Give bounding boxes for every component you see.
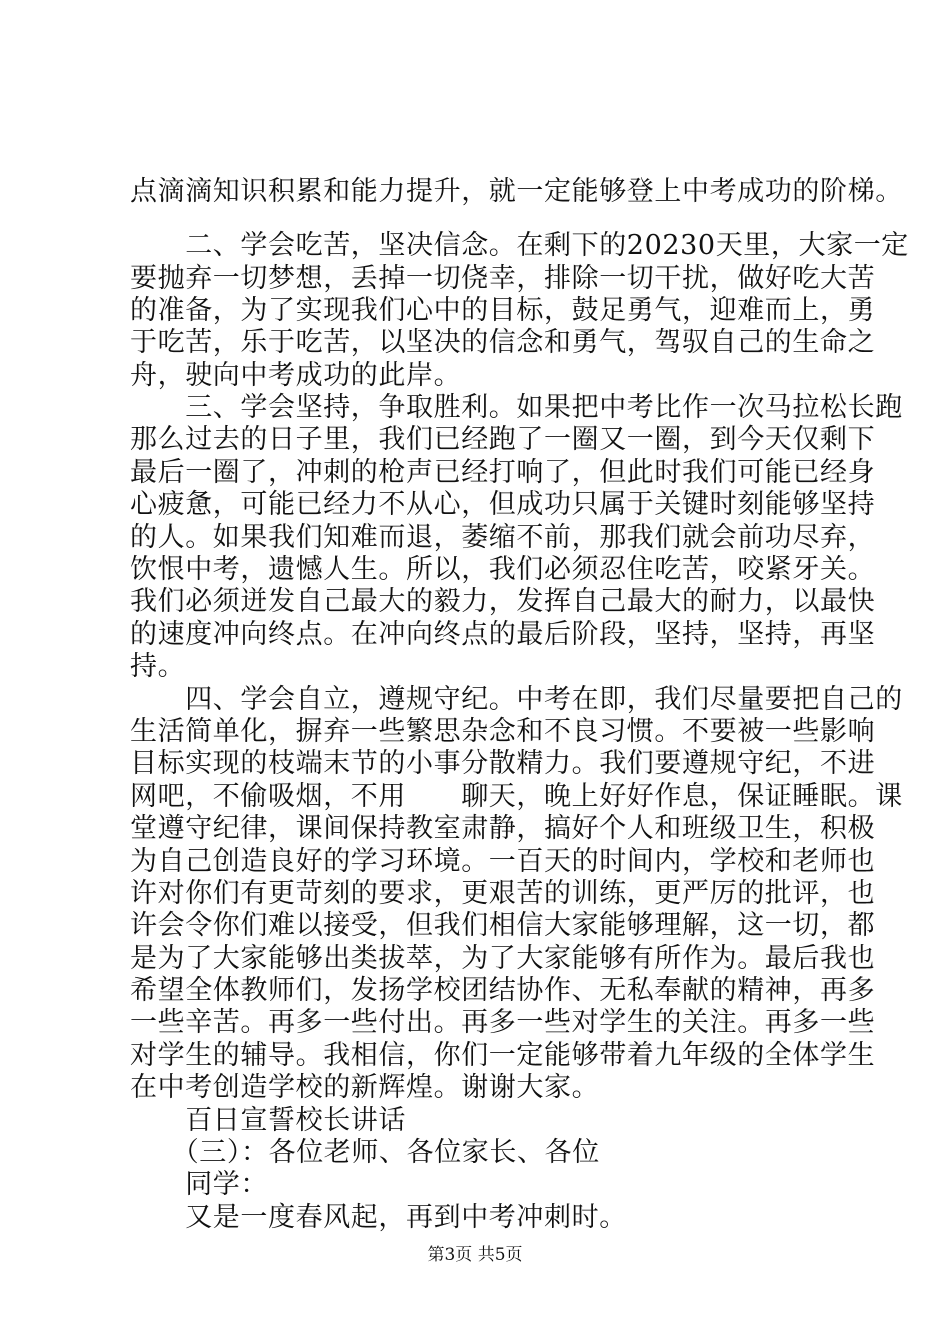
paragraph-line: 为自己创造良好的学习环境。一百天的时间内，学校和老师也 [130,846,876,877]
paragraph-line: 希望全体教师们，发扬学校团结协作、无私奉献的精神，再多 [130,975,876,1006]
paragraph-line: 四、学会自立，遵规守纪。中考在即，我们尽量要把自己的 [130,684,903,715]
paragraph-line: 又是一度春风起，再到中考冲刺时。 [130,1202,627,1233]
paragraph-line: 三、学会坚持，争取胜利。如果把中考比作一次马拉松长跑 [130,392,903,423]
paragraph-line: 持。 [130,651,186,682]
paragraph-line: 的速度冲向终点。在冲向终点的最后阶段，坚持，坚持，再坚 [130,619,876,650]
paragraph-line: 最后一圈了，冲刺的枪声已经打响了，但此时我们可能已经身 [130,457,876,488]
paragraph-line: 目标实现的枝端末节的小事分散精力。我们要遵规守纪，不进 [130,748,876,779]
paragraph-line: 堂遵守纪律，课间保持教室肃静，搞好个人和班级卫生，积极 [130,813,876,844]
paragraph-line: 饮恨中考，遗憾人生。所以，我们必须忍住吃苦，咬紧牙关。 [130,554,876,585]
paragraph-line: 点滴滴知识积累和能力提升，就一定能够登上中考成功的阶梯。 [130,176,903,207]
paragraph-line: 生活简单化，摒弃一些繁思杂念和不良习惯。不要被一些影响 [130,716,876,747]
paragraph-line: 同学： [130,1169,268,1200]
page-number-footer: 第3页 共5页 [427,1245,523,1265]
paragraph-line: 要抛弃一切梦想，丢掉一切侥幸，排除一切干扰，做好吃大苦 [130,263,876,294]
paragraph-line: （三）：各位老师、各位家长、各位 [130,1137,600,1168]
paragraph-line: 舟，驶向中考成功的此岸。 [130,360,462,391]
paragraph-line: 的人。如果我们知难而退，萎缩不前，那我们就会前功尽弃， [130,522,876,553]
paragraph-line: 是为了大家能够出类拔萃，为了大家能够有所作为。最后我也 [130,943,876,974]
paragraph-line: 二、学会吃苦，坚决信念。在剩下的20230天里，大家一定 [130,230,909,261]
paragraph-line: 我们必须迸发自己最大的毅力，发挥自己最大的耐力，以最快 [130,586,876,617]
paragraph-line: 一些辛苦。再多一些付出。再多一些对学生的关注。再多一些 [130,1007,876,1038]
paragraph-line: 许对你们有更苛刻的要求，更艰苦的训练，更严厉的批评，也 [130,878,876,909]
section-heading: 百日宣誓校长讲话 [130,1105,406,1136]
paragraph-line: 的准备，为了实现我们心中的目标，鼓足勇气，迎难而上，勇 [130,295,876,326]
paragraph-line: 网吧，不偷吸烟，不用 聊天，晚上好好作息，保证睡眠。课 [130,781,903,812]
paragraph-line: 那么过去的日子里，我们已经跑了一圈又一圈，到今天仅剩下 [130,424,876,455]
paragraph-line: 对学生的辅导。我相信，你们一定能够带着九年级的全体学生 [130,1040,876,1071]
paragraph-line: 心疲惫，可能已经力不从心，但成功只属于关键时刻能够坚持 [130,489,876,520]
paragraph-line: 于吃苦，乐于吃苦，以坚决的信念和勇气，驾驭自己的生命之 [130,327,876,358]
paragraph-line: 在中考创造学校的新辉煌。谢谢大家。 [130,1072,600,1103]
paragraph-line: 许会令你们难以接受，但我们相信大家能够理解，这一切，都 [130,910,876,941]
